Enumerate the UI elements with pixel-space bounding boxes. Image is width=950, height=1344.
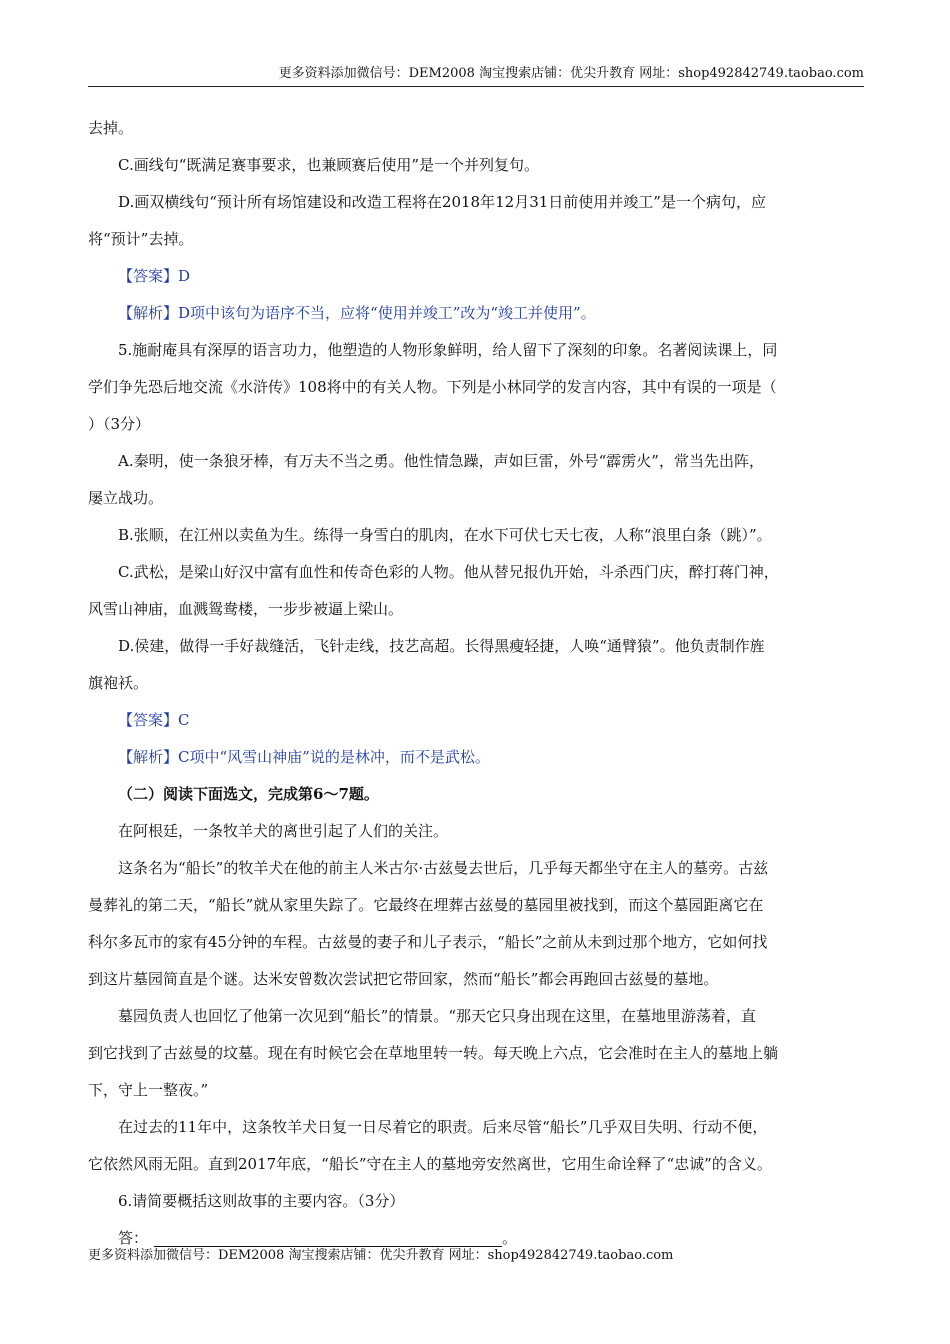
passage-line: 墓园负责人也回忆了他第一次见到“船长”的情景。“那天它只身出现在这里，在墓地里游荡着，直 bbox=[118, 1007, 757, 1025]
text-line: 去掉。 bbox=[88, 119, 134, 137]
question-5: 5.施耐庵具有深厚的语言功力，他塑造的人物形象鲜明，给人留下了深刻的印象。名著阅读课上，同 bbox=[118, 341, 778, 359]
passage-line: 它依然风雨无阻。直到2017年底，“船长”守在主人的墓地旁安然离世，它用生命诠释了“忠诚”的含义。 bbox=[88, 1155, 772, 1173]
answer-line: 【答案】D bbox=[118, 267, 191, 285]
passage-line: 在阿根廷，一条牧羊犬的离世引起了人们的关注。 bbox=[118, 822, 449, 840]
passage-line: 到这片墓园简直是个谜。达米安曾数次尝试把它带回家，然而“船长”都会再跑回古兹曼的墓地。 bbox=[88, 970, 719, 988]
analysis-line: 【解析】C项中“风雪山神庙”说的是林冲，而不是武松。 bbox=[118, 748, 490, 766]
text-line: 旗袍袄。 bbox=[88, 674, 149, 692]
text-line: 学们争先恐后地交流《水浒传》108将中的有关人物。下列是小林同学的发言内容，其中有误的一项是（ bbox=[88, 378, 777, 396]
question-6: 6.请简要概括这则故事的主要内容。（3分） bbox=[118, 1192, 405, 1210]
page-header: 更多资料添加微信号：DEM2008 淘宝搜索店铺：优尖升教育 网址：shop492842749.taobao.com bbox=[88, 66, 864, 87]
text-line: 将“预计”去掉。 bbox=[88, 230, 194, 248]
analysis-line: 【解析】D项中该句为语序不当，应将“使用并竣工”改为“竣工并使用”。 bbox=[118, 304, 596, 322]
text-line: 风雪山神庙，血溅鸳鸯楼，一步步被逼上梁山。 bbox=[88, 600, 404, 618]
passage-line: 到它找到了古兹曼的坟墓。现在有时候它会在草地里转一转。每天晚上六点，它会准时在主人的墓地上躺 bbox=[88, 1044, 779, 1062]
passage-line: 曼葬礼的第二天，“船长”就从家里失踪了。它最终在埋葬古兹曼的墓园里被找到，而这个墓园距离它在 bbox=[88, 896, 764, 914]
option-c: C.武松，是梁山好汉中富有血性和传奇色彩的人物。他从替兄报仇开始，斗杀西门庆，醉打蒋门神， bbox=[118, 563, 779, 581]
option-d: D.侯建，做得一手好裁缝活，飞针走线，技艺高超。长得黑瘦轻捷，人唤“通臂猿”。他负责制作旌 bbox=[118, 637, 765, 655]
passage-line: 在过去的11年中，这条牧羊犬日复一日尽着它的职责。后来尽管“船长”几乎双目失明、行动不便， bbox=[118, 1118, 768, 1136]
passage-line: 这条名为“船长”的牧羊犬在他的前主人米古尔·古兹曼去世后，几乎每天都坐守在主人的墓旁。古兹 bbox=[118, 859, 769, 877]
text-line: 屡立战功。 bbox=[88, 489, 164, 507]
answer-label: 答： bbox=[118, 1229, 149, 1247]
option-c: C.画线句“既满足赛事要求，也兼顾赛后使用”是一个并列复句。 bbox=[118, 156, 540, 174]
document-body bbox=[88, 110, 864, 1257]
text-line: ）（3分） bbox=[88, 415, 151, 433]
page-footer: 更多资料添加微信号：DEM2008 淘宝搜索店铺：优尖升教育 网址：shop492842749.taobao.com bbox=[88, 1248, 674, 1263]
option-d: D.画双横线句“预计所有场馆建设和改造工程将在2018年12月31日前使用并竣工”是一个病句，应 bbox=[118, 193, 766, 211]
passage-line: 科尔多瓦市的家有45分钟的车程。古兹曼的妻子和儿子表示，“船长”之前从未到过那个地方，它如何找 bbox=[88, 933, 768, 951]
answer-blank[interactable] bbox=[154, 1229, 502, 1247]
answer-line: 【答案】C bbox=[118, 711, 190, 729]
answer-end-mark: 。 bbox=[502, 1229, 518, 1247]
section-heading: （二）阅读下面选文，完成第6～7题。 bbox=[118, 785, 379, 803]
option-b: B.张顺，在江州以卖鱼为生。练得一身雪白的肌肉，在水下可伏七天七夜，人称“浪里白条（跳）”。 bbox=[118, 526, 772, 544]
option-a: A.秦明，使一条狼牙棒，有万夫不当之勇。他性情急躁，声如巨雷，外号“霹雳火”，常当先出阵， bbox=[118, 452, 764, 470]
passage-line: 下，守上一整夜。” bbox=[88, 1081, 209, 1099]
